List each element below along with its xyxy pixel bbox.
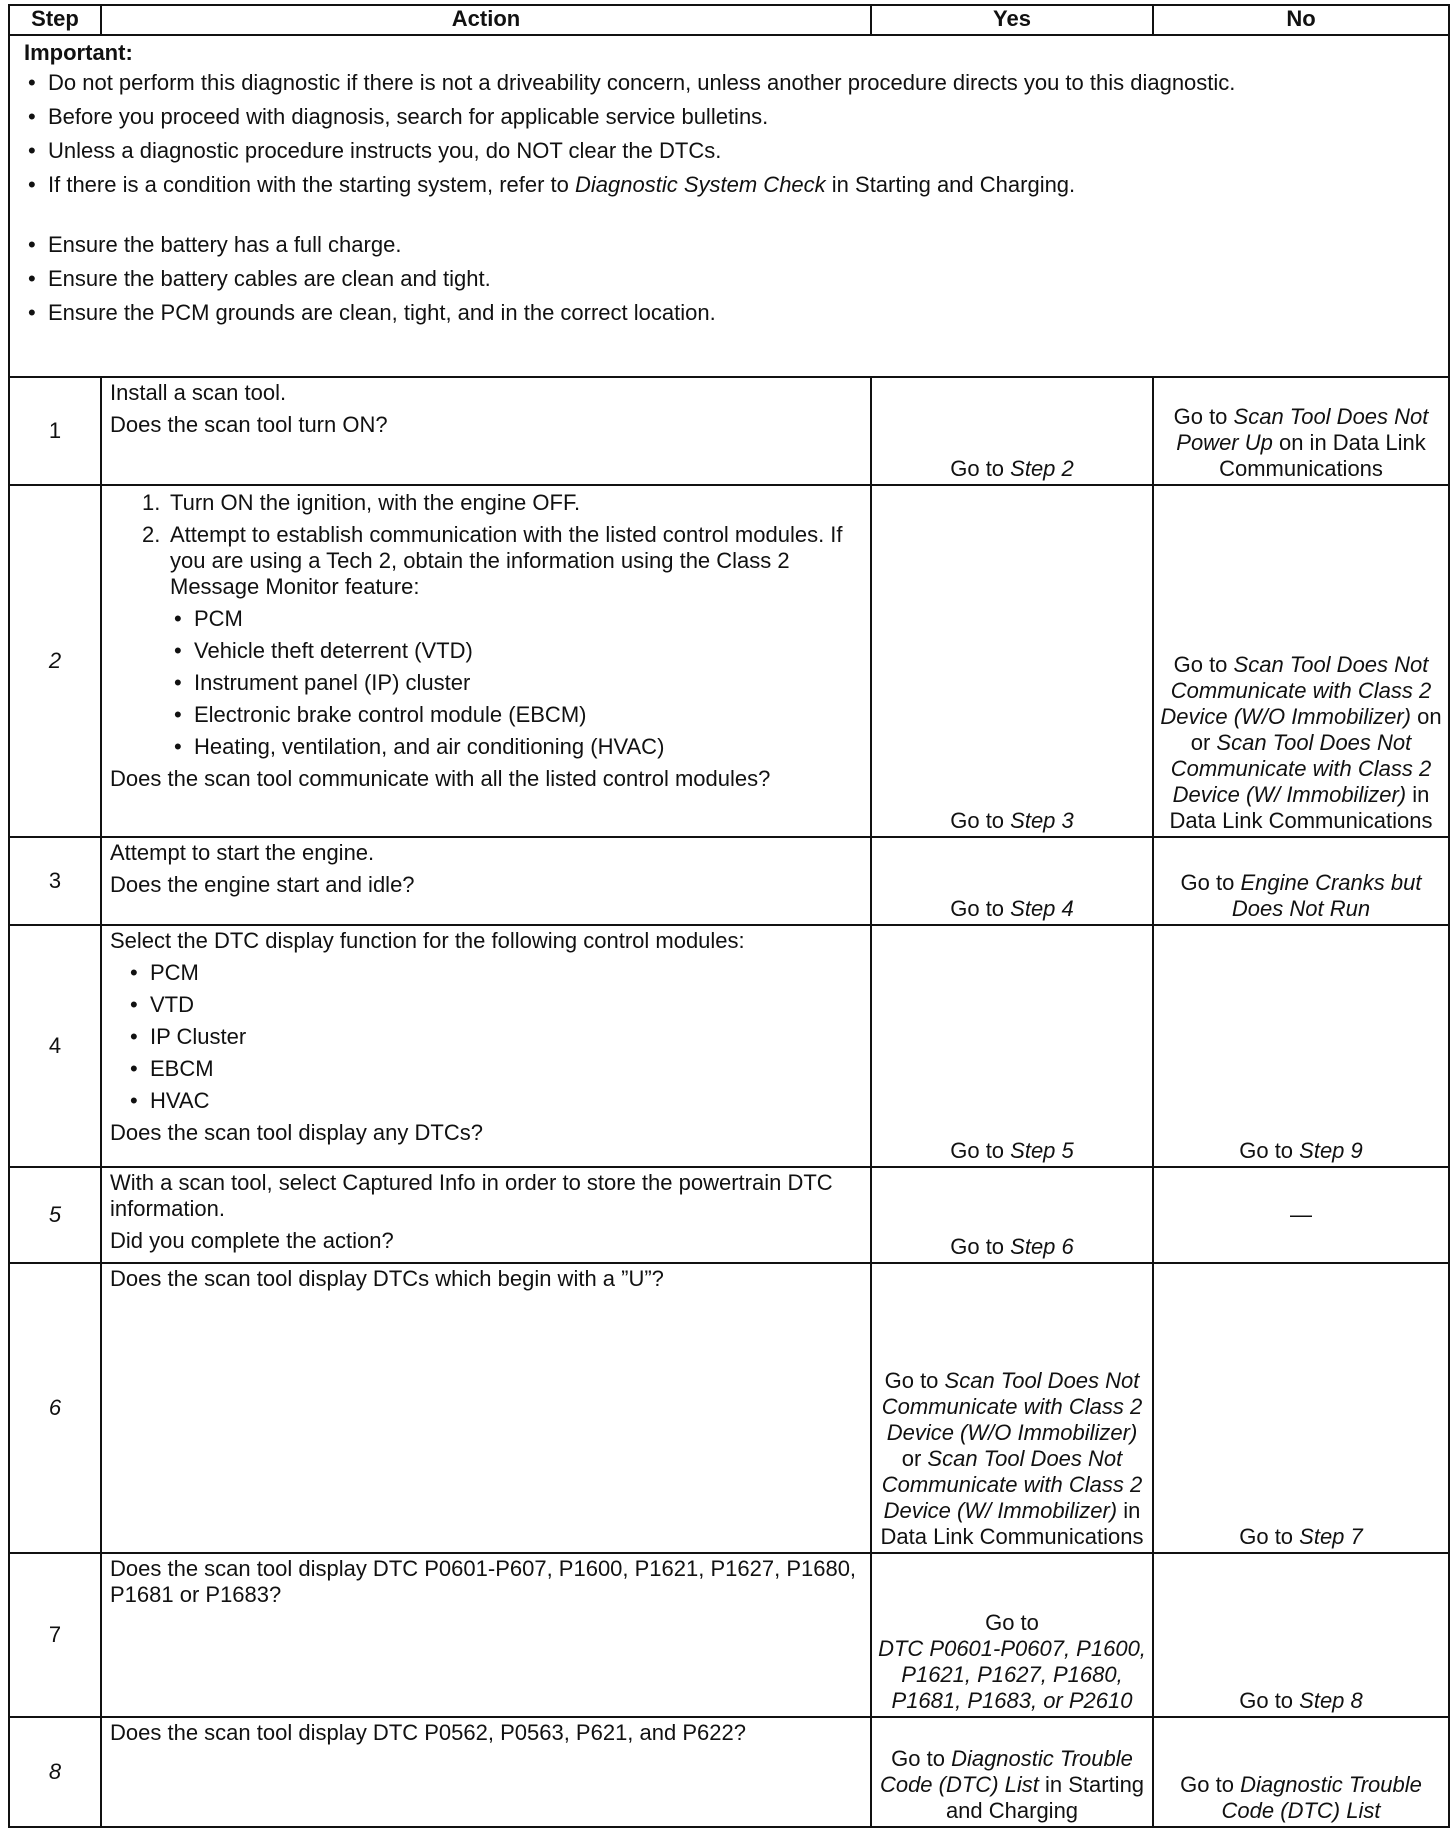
action-text: With a scan tool, select Captured Info in order to store the powertrain DTC information. xyxy=(110,1170,833,1221)
header-row xyxy=(9,5,1449,35)
step-number: 8 xyxy=(9,1717,101,1827)
step-no xyxy=(1153,1717,1449,1827)
module-list xyxy=(170,606,862,760)
step-reference: Diagnostic Trouble Code (DTC) List xyxy=(879,1746,1133,1797)
step-no xyxy=(1153,925,1449,1167)
step-reference: DTC P0601-P0607, P1600, P1621, P1627, P1680, P1681, P1683, or P2610 xyxy=(878,1636,1146,1713)
header-no: No xyxy=(1153,5,1449,35)
header-step: Step xyxy=(9,5,101,35)
step-no xyxy=(1153,1167,1449,1263)
action-text: Attempt to establish communication with the listed control modules. If you are using a Tech 2, obtain the information using the Class 2 Message Monitor feature: xyxy=(170,522,843,599)
step-action xyxy=(101,837,871,925)
step-row-8 xyxy=(9,1717,1449,1827)
step-action xyxy=(101,925,871,1167)
action-question: Does the scan tool display DTCs which begin with a ”U”? xyxy=(110,1266,664,1291)
action-question: Did you complete the action? xyxy=(110,1228,394,1253)
important-row xyxy=(9,35,1449,377)
step-reference: Diagnostic Trouble Code (DTC) List xyxy=(1221,1772,1422,1823)
step-reference: Step 8 xyxy=(1299,1688,1363,1713)
step-reference: Step 3 xyxy=(1010,808,1074,833)
step-action xyxy=(101,1263,871,1553)
step-number: 3 xyxy=(9,837,101,925)
no-text: on or xyxy=(1190,704,1442,755)
action-question: Does the scan tool communicate with all the listed control modules? xyxy=(110,766,771,791)
action-question: Does the scan tool display any DTCs? xyxy=(110,1120,483,1145)
step-reference: Step 4 xyxy=(1010,896,1074,921)
important-item: • Before you proceed with diagnosis, search for applicable service bulletins. xyxy=(24,104,1434,130)
step-action xyxy=(101,485,871,837)
yes-text: in Starting and Charging xyxy=(945,1772,1145,1823)
yes-text: Go to xyxy=(891,1746,952,1771)
module-item: • Vehicle theft deterrent (VTD) xyxy=(170,638,862,664)
important-item-text: in Starting and Charging. xyxy=(825,172,1076,197)
module-item: • VTD xyxy=(126,992,862,1018)
module-item: • IP Cluster xyxy=(126,1024,862,1050)
no-text: Go to xyxy=(1180,1772,1241,1797)
step-reference: Step 5 xyxy=(1010,1138,1074,1163)
step-yes xyxy=(871,837,1153,925)
action-text: Install a scan tool. xyxy=(110,380,287,405)
important-item: • Ensure the battery cables are clean and tight. xyxy=(24,266,1434,292)
action-item xyxy=(110,522,862,600)
yes-text: or xyxy=(901,1446,928,1471)
step-number: 2 xyxy=(9,485,101,837)
module-list xyxy=(126,960,862,1114)
no-text: Go to xyxy=(1239,1524,1300,1549)
module-item: • PCM xyxy=(170,606,862,632)
no-text: Go to xyxy=(1173,652,1234,677)
step-reference: Scan Tool Does Not Communicate with Class 2 Device (W/ Immobilizer) xyxy=(881,1446,1143,1523)
step-reference: Scan Tool Does Not Communicate with Class 2 Device (W/ Immobilizer) xyxy=(1170,730,1432,807)
step-reference: Engine Cranks but Does Not Run xyxy=(1231,870,1422,921)
item-number: 1. xyxy=(142,490,161,515)
important-item: • Unless a diagnostic procedure instructs you, do NOT clear the DTCs. xyxy=(24,138,1434,164)
yes-text: Go to xyxy=(985,1610,1039,1635)
step-yes xyxy=(871,925,1153,1167)
module-item: • Instrument panel (IP) cluster xyxy=(170,670,862,696)
step-number: 1 xyxy=(9,377,101,485)
yes-text: Go to xyxy=(884,1368,945,1393)
step-row-6 xyxy=(9,1263,1449,1553)
step-yes xyxy=(871,1717,1153,1827)
step-no xyxy=(1153,1553,1449,1717)
step-action xyxy=(101,1553,871,1717)
step-no xyxy=(1153,837,1449,925)
diagnostic-system-check-reference: Diagnostic System Check xyxy=(575,172,826,197)
action-question: Does the engine start and idle? xyxy=(110,872,415,897)
no-text: in Data Link Communications xyxy=(1169,782,1433,833)
important-item: • Ensure the battery has a full charge. xyxy=(24,232,1434,258)
action-question: Does the scan tool turn ON? xyxy=(110,412,388,437)
step-number: 6 xyxy=(9,1263,101,1553)
important-item-text: If there is a condition with the starting system, refer to xyxy=(48,172,576,197)
no-text: Go to xyxy=(1173,404,1234,429)
module-item: • EBCM xyxy=(126,1056,862,1082)
important-list xyxy=(24,70,1434,198)
yes-text: Go to xyxy=(950,1138,1011,1163)
step-row-3 xyxy=(9,837,1449,925)
action-text: Attempt to start the engine. xyxy=(110,840,375,865)
header-yes: Yes xyxy=(871,5,1153,35)
step-reference: Scan Tool Does Not Communicate with Class 2 Device (W/O Immobilizer) xyxy=(1160,652,1432,729)
action-text: Select the DTC display function for the following control modules: xyxy=(110,928,745,953)
diagnostic-table-page xyxy=(8,4,1448,1828)
important-list-2 xyxy=(24,232,1434,326)
action-numbered-list xyxy=(110,490,862,600)
action-text: Turn ON the ignition, with the engine OFF. xyxy=(170,490,581,515)
step-row-5 xyxy=(9,1167,1449,1263)
step-number: 7 xyxy=(9,1553,101,1717)
header-action: Action xyxy=(101,5,871,35)
important-title: Important: xyxy=(24,40,133,65)
module-item: • Electronic brake control module (EBCM) xyxy=(170,702,862,728)
module-item: • Heating, ventilation, and air conditioning (HVAC) xyxy=(170,734,862,760)
not-applicable-dash: — xyxy=(1290,1202,1312,1227)
step-row-1 xyxy=(9,377,1449,485)
step-yes xyxy=(871,485,1153,837)
yes-text: Go to xyxy=(950,808,1011,833)
step-row-2 xyxy=(9,485,1449,837)
action-question: Does the scan tool display DTC P0562, P0563, P621, and P622? xyxy=(110,1720,746,1745)
step-reference: Scan Tool Does Not Communicate with Class 2 Device (W/O Immobilizer) xyxy=(881,1368,1143,1445)
yes-text: in Data Link Communications xyxy=(880,1498,1144,1549)
important-item: • Do not perform this diagnostic if there is not a driveability concern, unless another procedure directs you to this diagnostic. xyxy=(24,70,1434,96)
yes-text: Go to xyxy=(950,896,1011,921)
step-reference: Step 7 xyxy=(1299,1524,1363,1549)
module-item: • HVAC xyxy=(126,1088,862,1114)
no-text: Go to xyxy=(1239,1688,1300,1713)
step-yes xyxy=(871,1167,1153,1263)
step-number: 5 xyxy=(9,1167,101,1263)
step-reference: Step 6 xyxy=(1010,1234,1074,1259)
module-item: • PCM xyxy=(126,960,862,986)
step-action xyxy=(101,1717,871,1827)
step-reference: Step 9 xyxy=(1299,1138,1363,1163)
step-no xyxy=(1153,377,1449,485)
important-item xyxy=(24,172,1434,198)
no-text: Go to xyxy=(1239,1138,1300,1163)
step-yes xyxy=(871,1263,1153,1553)
diagnostic-table xyxy=(8,4,1450,1828)
yes-text: Go to xyxy=(950,456,1011,481)
important-item: • Ensure the PCM grounds are clean, tight, and in the correct location. xyxy=(24,300,1434,326)
step-reference: Step 2 xyxy=(1010,456,1074,481)
step-action xyxy=(101,1167,871,1263)
step-no xyxy=(1153,1263,1449,1553)
step-no xyxy=(1153,485,1449,837)
yes-text: Go to xyxy=(950,1234,1011,1259)
step-reference: Scan Tool Does Not Power Up xyxy=(1176,404,1429,455)
step-yes xyxy=(871,377,1153,485)
no-text: on in Data Link Communications xyxy=(1219,430,1426,481)
action-item xyxy=(110,490,862,516)
action-question: Does the scan tool display DTC P0601-P607, P1600, P1621, P1627, P1680, P1681 or P1683? xyxy=(110,1556,857,1607)
item-number: 2. xyxy=(142,522,161,547)
step-row-7 xyxy=(9,1553,1449,1717)
step-yes xyxy=(871,1553,1153,1717)
step-row-4 xyxy=(9,925,1449,1167)
step-number: 4 xyxy=(9,925,101,1167)
step-action xyxy=(101,377,871,485)
no-text: Go to xyxy=(1180,870,1241,895)
